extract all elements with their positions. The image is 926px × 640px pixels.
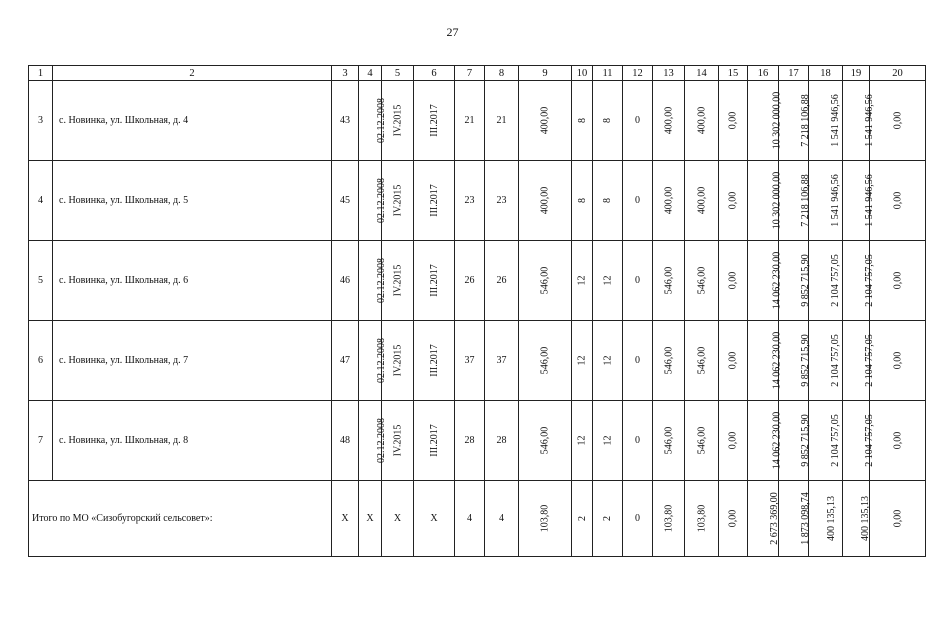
table-cell [719, 401, 748, 481]
cell-text: 9 852 715,90 [799, 254, 811, 307]
total-cell: Х [332, 481, 359, 557]
table-cell [572, 241, 593, 321]
table-cell [870, 161, 926, 241]
cell-text: 10 302 000,00 [771, 171, 783, 230]
table-cell [359, 81, 387, 161]
cell-text: 12 [576, 435, 588, 446]
table-cell: 26 [485, 241, 519, 321]
column-header: 1 [29, 66, 53, 81]
table-cell: 37 [455, 321, 485, 401]
column-header: 9 [519, 66, 572, 81]
table-cell [593, 241, 623, 321]
table-row [29, 161, 926, 241]
column-header: 14 [685, 66, 719, 81]
cell-text: 1 541 946,56 [829, 174, 841, 227]
cell-text: 8 [576, 198, 588, 203]
table-row [29, 241, 926, 321]
cell-text: 546,00 [539, 346, 551, 375]
table-cell: 0 [623, 321, 653, 401]
cell-text: 0,00 [892, 351, 903, 370]
cell-text: 546,00 [663, 346, 674, 375]
cell-text: 2 104 757,05 [863, 414, 875, 467]
table-cell [870, 241, 926, 321]
table-cell [653, 321, 685, 401]
cell-text: III.2017 [428, 344, 440, 377]
cell-text: 02.12.2008 [376, 178, 387, 223]
table-cell: 28 [485, 401, 519, 481]
cell-text: 0,00 [727, 111, 739, 130]
cell-text: 0,00 [892, 191, 903, 210]
page-number: 27 [446, 25, 459, 39]
total-cell [653, 481, 685, 557]
cell-text: 8 [576, 118, 588, 123]
table-cell [593, 81, 623, 161]
table-cell: 46 [332, 241, 359, 321]
total-cell: Х [382, 481, 414, 557]
table-cell: 45 [332, 161, 359, 241]
cell-text: 0,00 [892, 509, 903, 528]
table-row [29, 401, 926, 481]
table-cell [414, 81, 455, 161]
table-cell [593, 401, 623, 481]
cell-text: 2 104 757,05 [863, 334, 875, 387]
cell-text: 103,80 [696, 504, 707, 533]
table-cell: 23 [455, 161, 485, 241]
table-cell [719, 241, 748, 321]
column-header: 6 [414, 66, 455, 81]
table-cell [519, 161, 572, 241]
table-cell [779, 321, 809, 401]
table-cell [843, 241, 875, 321]
table-cell [748, 321, 783, 401]
column-header: 8 [485, 66, 519, 81]
column-header: 12 [623, 66, 653, 81]
table-cell [572, 161, 593, 241]
table-cell [359, 321, 387, 401]
table-cell: 3 [29, 81, 53, 161]
cell-text: 1 873 098,74 [799, 492, 811, 545]
total-cell: 0 [623, 481, 653, 557]
address-cell: с. Новинка, ул. Школьная, д. 8 [53, 401, 332, 481]
total-cell [593, 481, 623, 557]
total-cell: 4 [485, 481, 519, 557]
total-cell: Х [359, 481, 382, 557]
table-cell [779, 401, 809, 481]
table-cell [870, 401, 926, 481]
total-cell [685, 481, 719, 557]
cell-text: 7 218 106,88 [799, 174, 811, 227]
table-cell [843, 81, 875, 161]
table-cell: 0 [623, 401, 653, 481]
table-cell: 43 [332, 81, 359, 161]
table-cell: 6 [29, 321, 53, 401]
total-cell [843, 481, 870, 557]
table-cell [359, 161, 387, 241]
table-cell [414, 401, 455, 481]
cell-text: 02.12.2008 [376, 98, 387, 143]
table-cell [779, 161, 809, 241]
cell-text: 546,00 [539, 266, 551, 295]
table-cell [870, 81, 926, 161]
column-header: 2 [53, 66, 332, 81]
table-cell [685, 81, 719, 161]
table-cell [519, 81, 572, 161]
column-header: 7 [455, 66, 485, 81]
table-cell [572, 81, 593, 161]
cell-text: 02.12.2008 [376, 338, 387, 383]
cell-text: 1 541 946,56 [829, 94, 841, 147]
table-cell [414, 241, 455, 321]
address-cell: с. Новинка, ул. Школьная, д. 4 [53, 81, 332, 161]
cell-text: 2 104 757,05 [829, 414, 841, 467]
cell-text: 12 [576, 355, 588, 366]
table-cell [414, 161, 455, 241]
resettlement-table [28, 65, 926, 557]
cell-text: 14 062 230,00 [771, 331, 783, 390]
table-cell [519, 401, 572, 481]
cell-text: 12 [602, 275, 613, 286]
cell-text: III.2017 [428, 184, 440, 217]
table-cell [719, 81, 748, 161]
cell-text: 546,00 [696, 266, 707, 295]
cell-text: 0,00 [892, 271, 903, 290]
cell-text: 7 218 106,88 [799, 94, 811, 147]
cell-text: 400,00 [539, 106, 551, 135]
total-cell: Х [414, 481, 455, 557]
cell-text: IV.2015 [392, 184, 404, 217]
cell-text: 0,00 [892, 111, 903, 130]
table-cell [748, 401, 783, 481]
table-cell [809, 241, 843, 321]
table-cell [519, 241, 572, 321]
table-cell [748, 241, 783, 321]
table-cell [843, 321, 875, 401]
table-cell: 0 [623, 241, 653, 321]
cell-text: 2 104 757,05 [863, 254, 875, 307]
cell-text: 8 [602, 198, 613, 203]
table-cell: 4 [29, 161, 53, 241]
table-cell [359, 401, 387, 481]
cell-text: 0,00 [727, 431, 739, 450]
table-cell [414, 321, 455, 401]
table-cell: 28 [455, 401, 485, 481]
cell-text: 2 673 369,00 [768, 492, 780, 545]
header-row [29, 66, 926, 81]
cell-text: 546,00 [696, 426, 707, 455]
column-header: 19 [843, 66, 870, 81]
table-row [29, 321, 926, 401]
cell-text: 103,80 [539, 504, 551, 533]
cell-text: 0,00 [727, 509, 739, 528]
total-cell [719, 481, 748, 557]
column-header: 3 [332, 66, 359, 81]
column-header: 13 [653, 66, 685, 81]
table-cell: 0 [623, 161, 653, 241]
cell-text: III.2017 [428, 424, 440, 457]
table-cell: 23 [485, 161, 519, 241]
table-cell [685, 401, 719, 481]
column-header: 10 [572, 66, 593, 81]
table-cell: 0 [623, 81, 653, 161]
table-cell: 21 [455, 81, 485, 161]
table-cell [779, 241, 809, 321]
table-cell [870, 321, 926, 401]
cell-text: 14 062 230,00 [771, 251, 783, 310]
cell-text: 400 135,13 [860, 496, 871, 541]
table-cell [653, 81, 685, 161]
column-header: 18 [809, 66, 843, 81]
table-cell [748, 161, 783, 241]
table-row [29, 81, 926, 161]
table-cell: 5 [29, 241, 53, 321]
address-cell: с. Новинка, ул. Школьная, д. 6 [53, 241, 332, 321]
table-cell [572, 401, 593, 481]
table-cell: 21 [485, 81, 519, 161]
cell-text: 2 [602, 516, 613, 521]
table-cell [653, 241, 685, 321]
column-header: 17 [779, 66, 809, 81]
cell-text: 0,00 [727, 191, 739, 210]
total-cell [519, 481, 572, 557]
column-header: 15 [719, 66, 748, 81]
total-cell: 4 [455, 481, 485, 557]
column-header: 16 [748, 66, 779, 81]
table-cell: 37 [485, 321, 519, 401]
cell-text: III.2017 [428, 104, 440, 137]
total-cell [809, 481, 843, 557]
cell-text: 12 [576, 275, 588, 286]
cell-text: 400,00 [663, 106, 674, 135]
table-cell: 47 [332, 321, 359, 401]
column-header: 4 [359, 66, 382, 81]
cell-text: 0,00 [727, 271, 739, 290]
cell-text: 12 [602, 355, 613, 366]
cell-text: 2 104 757,05 [829, 254, 841, 307]
table-cell [359, 241, 387, 321]
table-cell [719, 161, 748, 241]
cell-text: IV.2015 [392, 424, 404, 457]
table-cell [719, 321, 748, 401]
cell-text: 400,00 [663, 186, 674, 215]
cell-text: IV.2015 [392, 104, 404, 137]
column-header: 11 [593, 66, 623, 81]
table-cell [843, 161, 875, 241]
table-cell [653, 401, 685, 481]
cell-text: 546,00 [539, 426, 551, 455]
address-cell: с. Новинка, ул. Школьная, д. 5 [53, 161, 332, 241]
table-cell [809, 161, 843, 241]
cell-text: 103,80 [663, 504, 674, 533]
table-cell [809, 81, 843, 161]
table-cell [653, 161, 685, 241]
table-cell: 26 [455, 241, 485, 321]
cell-text: 400 135,13 [826, 496, 837, 541]
total-cell [572, 481, 593, 557]
column-header: 5 [382, 66, 414, 81]
total-cell [870, 481, 926, 557]
table-cell [779, 81, 809, 161]
column-header: 20 [870, 66, 926, 81]
cell-text: 400,00 [696, 186, 707, 215]
cell-text: 12 [602, 435, 613, 446]
table-cell [685, 321, 719, 401]
cell-text: 02.12.2008 [376, 258, 387, 303]
cell-text: 9 852 715,90 [799, 414, 811, 467]
cell-text: 546,00 [663, 266, 674, 295]
cell-text: 2 104 757,05 [829, 334, 841, 387]
cell-text: IV.2015 [392, 344, 404, 377]
cell-text: 9 852 715,90 [799, 334, 811, 387]
cell-text: 14 062 230,00 [771, 411, 783, 470]
table-cell [572, 321, 593, 401]
total-label: Итого по МО «Сизобугорский сельсовет»: [29, 481, 332, 557]
cell-text: 02.12.2008 [376, 418, 387, 463]
table-cell [748, 81, 783, 161]
table-cell: 48 [332, 401, 359, 481]
cell-text: 400,00 [539, 186, 551, 215]
table-cell [809, 321, 843, 401]
cell-text: 10 302 000,00 [771, 91, 783, 150]
table-cell [593, 161, 623, 241]
cell-text: 546,00 [696, 346, 707, 375]
cell-text: 546,00 [663, 426, 674, 455]
table-cell [685, 241, 719, 321]
cell-text: 0,00 [892, 431, 903, 450]
table-cell: 7 [29, 401, 53, 481]
table-cell [685, 161, 719, 241]
total-row [29, 481, 926, 557]
address-cell: с. Новинка, ул. Школьная, д. 7 [53, 321, 332, 401]
cell-text: IV.2015 [392, 264, 404, 297]
cell-text: III.2017 [428, 264, 440, 297]
cell-text: 0,00 [727, 351, 739, 370]
table-cell [593, 321, 623, 401]
table-cell [519, 321, 572, 401]
total-cell [748, 481, 779, 557]
cell-text: 1 541 946,56 [863, 94, 875, 147]
total-cell [779, 481, 809, 557]
cell-text: 8 [602, 118, 613, 123]
cell-text: 2 [576, 516, 588, 521]
table-cell [843, 401, 875, 481]
table-cell [809, 401, 843, 481]
cell-text: 1 541 946,56 [863, 174, 875, 227]
cell-text: 400,00 [696, 106, 707, 135]
